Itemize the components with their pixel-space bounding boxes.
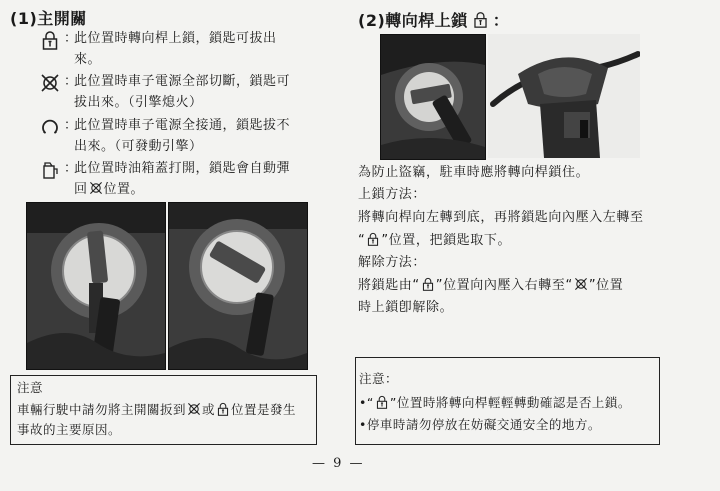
key-position-on: ： 此位置時車子電源全接通，鎖匙拔不 出來。（可發動引擎）: [40, 115, 330, 157]
lock-method-title: 上鎖方法：: [358, 187, 427, 202]
off-desc-line2: 拔出來。（引擎熄火）: [74, 95, 203, 110]
lock-method-line1: 將轉向桿向左轉到底，再將鎖匙向內壓入左轉至: [358, 210, 644, 225]
caution-line2: 事故的主要原因。: [17, 422, 122, 437]
ignition-switch-photo-2: [168, 202, 308, 370]
key-position-lock: ： 此位置時轉向桿上鎖，鎖匙可拔出 來。: [40, 28, 330, 70]
lock-icon: [40, 30, 60, 50]
left-heading: (1)主開關: [10, 9, 87, 28]
caution-line1: 車輛行駛中請勿將主開關扳到 或 位置是發生: [17, 402, 297, 417]
anti-theft-text: 為防止盜竊，駐車時應將轉向桿鎖住。: [358, 165, 590, 180]
scooter-handlebar-photo: [488, 34, 640, 158]
lock-icon: [366, 232, 380, 246]
right-heading: (2)轉向桿上鎖 ：: [358, 11, 510, 30]
lock-icon: [472, 11, 489, 28]
unlock-method-line2: 時上鎖卽解除。: [358, 300, 454, 315]
caution-title-right: 注意：: [359, 371, 399, 386]
on-desc-line1: 此位置時車子電源全接通，鎖匙拔不: [74, 118, 291, 133]
key-position-off: ： 此位置時車子電源全部切斷，鎖匙可 拔出來。（引擎熄火）: [40, 71, 330, 113]
on-desc-line2: 出來。（可發動引擎）: [74, 139, 203, 154]
off-icon: [187, 402, 201, 416]
fuel-desc-line2: 回 位置。: [74, 182, 145, 197]
steering-lock-photo-1: [380, 34, 486, 160]
unlock-method-line1: 將鎖匙由“ ”位置向內壓入右轉至“ ”位置: [358, 278, 624, 293]
caution-bullet1: •“ ”位置時將轉向桿輕輕轉動確認是否上鎖。: [359, 395, 631, 410]
caution-title: 注意: [17, 380, 44, 395]
key-position-fuel: ： 此位置時油箱蓋打開，鎖匙會自動彈 回 位置。: [40, 158, 330, 200]
lock-desc-line1: 此位置時轉向桿上鎖，鎖匙可拔出: [74, 31, 277, 46]
caution-box-left: [10, 375, 317, 445]
fuel-icon: [40, 160, 60, 180]
caution-bullet2: •停車時請勿停放在妨礙交通安全的地方。: [359, 417, 601, 432]
lock-icon: [421, 277, 435, 291]
off-icon: [89, 181, 103, 195]
off-icon: [40, 73, 60, 93]
on-icon: [40, 117, 60, 137]
caution-box-right: [355, 357, 660, 445]
fuel-desc-line1: 此位置時油箱蓋打開，鎖匙會自動彈: [74, 161, 291, 176]
lock-icon: [216, 402, 230, 416]
lock-desc-line2: 來。: [74, 52, 102, 67]
off-icon: [574, 277, 588, 291]
unlock-method-title: 解除方法：: [358, 255, 427, 270]
page-number: — 9 —: [312, 456, 365, 471]
off-desc-line1: 此位置時車子電源全部切斷，鎖匙可: [74, 74, 291, 89]
lock-icon: [375, 395, 389, 409]
ignition-switch-photo-1: [26, 202, 166, 370]
lock-method-line2: “ ”位置，把鎖匙取下。: [358, 233, 512, 248]
